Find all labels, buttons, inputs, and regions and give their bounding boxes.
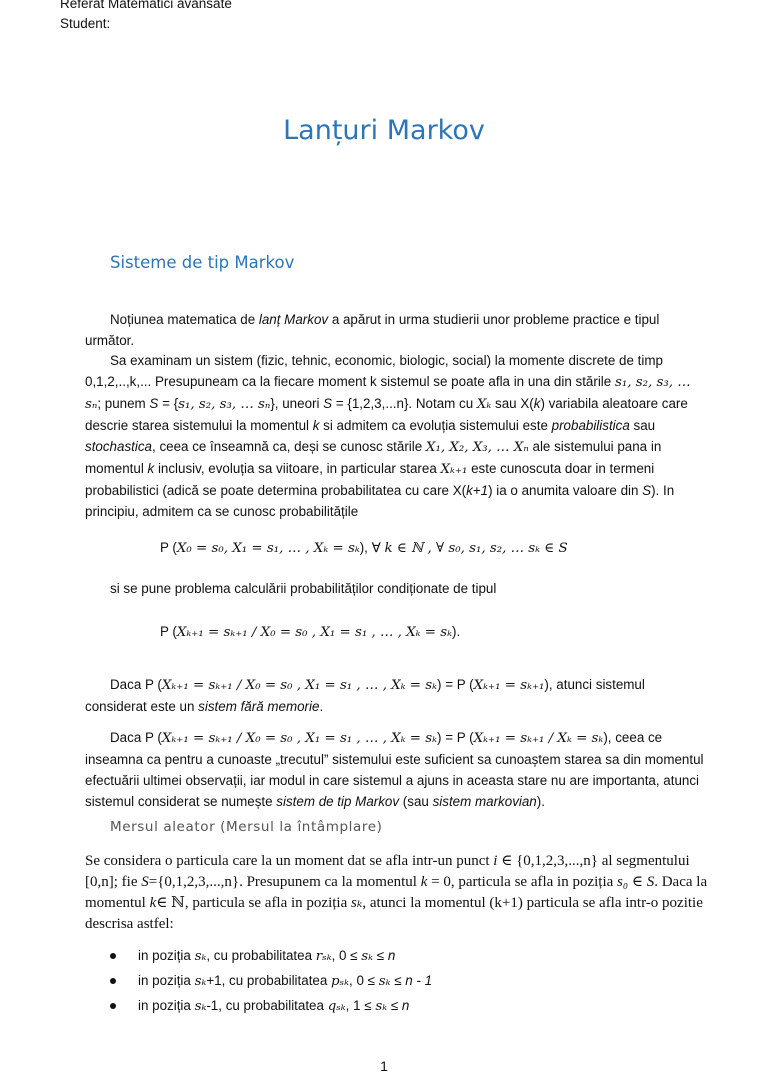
text-run: ) = P ( [437, 730, 474, 745]
paragraph-memoryless [85, 674, 710, 717]
text-run: ={0,1,2,3,...,n}. Presupunem ca la momentul [148, 874, 421, 890]
bullet-icon [110, 953, 116, 959]
math-var: sₖ [361, 949, 374, 964]
text-run: Se considera o particula care la un moment dat se afla intr-un punct [85, 853, 494, 869]
header-course: Referat Matematici avansate [60, 0, 232, 11]
term-markov-chain: lanț Markov [258, 312, 329, 327]
text-run: ∈ [628, 874, 647, 890]
math-var: k [533, 396, 541, 411]
term: sistem markovian [432, 794, 537, 809]
text-run: ) = P ( [437, 677, 474, 692]
text-run: , 0 ≤ [349, 973, 379, 988]
text-run: ≤ n - 1 [390, 973, 433, 988]
text-run: , 0 ≤ [331, 948, 362, 963]
math-var: sₖ [194, 999, 207, 1014]
term: probabilistica [551, 418, 630, 433]
math-expr: Xₖ₊₁ = sₖ₊₁ / X₀ = s₀ , X₁ = s₁ , … , Xₖ = sₖ [161, 731, 438, 746]
math-expr: Xₖ₊₁ = sₖ₊₁ [473, 678, 545, 693]
text-run: si admitem ca evoluția sistemului este [319, 418, 552, 433]
math-var: Xₖ [476, 397, 492, 412]
math-var: sₖ [194, 974, 207, 989]
text-run: in poziția [138, 998, 195, 1013]
math-var: k [149, 895, 157, 911]
math-var: S [149, 396, 159, 411]
text-run: ≤ n [387, 998, 410, 1013]
paragraph-conditional: si se pune problema calculării probabilităților condiționate de tipul [110, 581, 497, 596]
text-run: sau [629, 418, 656, 433]
math-var: S [323, 396, 333, 411]
text-run: , cu probabilitatea [206, 948, 316, 963]
math-var: i [493, 853, 498, 869]
section-heading: Sisteme de tip Markov [110, 253, 295, 272]
text-run: Daca P ( [110, 677, 162, 692]
math-expr: X₀ = s₀, X₁ = s₁, … , Xₖ = sₖ [176, 541, 360, 556]
document-header [60, 0, 232, 34]
text-run: P ( [160, 540, 177, 555]
math-var: k [147, 461, 155, 476]
bullet-icon [110, 978, 116, 984]
text-run: Daca P ( [110, 730, 162, 745]
subsection-heading: Mersul aleator (Mersul la întâmplare) [110, 819, 383, 835]
text-run: a apărut in urma studierii unor probleme practice e tipul următor. [85, 312, 660, 348]
text-run: ale sistemului pana in momentul [85, 439, 662, 476]
text-run: inclusiv, evoluția sa viitoare, in particular starea [154, 461, 441, 476]
math-var: S [642, 483, 652, 498]
text-run: -1, cu probabilitatea [206, 998, 328, 1013]
text-run: Noțiunea matematica de [110, 312, 259, 327]
math-var: sₖ [194, 949, 207, 964]
text-run: = { [158, 396, 179, 411]
page-number: 1 [380, 1058, 388, 1074]
math-var: sₖ [351, 895, 363, 911]
text-run: , atunci la momentul (k+1) particula se afla intr-o pozitie descrisa astfel: [85, 895, 703, 932]
paragraph-markov-system [85, 727, 710, 812]
text-run: Sa examinam un sistem (fizic, tehnic, economic, biologic, social) la momente discrete de timp 0,1,2,..,k,... Presupuneam ca la fiecare moment k sistemul se poate afla in una din stările [85, 353, 663, 389]
paragraph-system [85, 350, 710, 522]
text-run: ), ∀ [359, 540, 385, 555]
math-var: qₛₖ [327, 999, 346, 1014]
formula-conditional-probability [160, 621, 460, 643]
document-title: Lanțuri Markov [283, 115, 485, 146]
math-expr: Xₖ₊₁ = sₖ₊₁ / Xₖ = sₖ [473, 731, 604, 746]
term: stochastica [85, 439, 152, 454]
text-run: ≤ n [373, 948, 396, 963]
formula-joint-probability [160, 537, 568, 559]
math-var: S [646, 874, 655, 890]
text-run: ). [452, 624, 461, 639]
text-run: P ( [160, 624, 177, 639]
text-run: , ceea ce înseamnă ca, deși se cunosc stările [152, 439, 426, 454]
list-item [110, 944, 432, 969]
math-var: k [312, 418, 320, 433]
math-var: Xₖ₊₁ [440, 462, 468, 477]
text-run: . Daca la momentul [85, 874, 708, 911]
bullet-icon [110, 1003, 116, 1009]
text-run: ). In principiu, admitem ca se cunosc probabilitățile [85, 483, 675, 519]
math-var: rₛₖ [315, 949, 332, 964]
term: sistem de tip Markov [276, 794, 400, 809]
text-run: }, uneori [270, 396, 324, 411]
math-var: S [141, 874, 149, 890]
transition-list [110, 944, 432, 1019]
math-expr: Xₖ₊₁ = sₖ₊₁ / X₀ = s₀ , X₁ = s₁ , … , Xₖ = sₖ [161, 678, 438, 693]
text-run: ; punem [97, 396, 150, 411]
math-set: s₁, s₂, s₃, … sₙ [178, 397, 271, 412]
paragraph-random-walk [85, 851, 715, 935]
text-run: in poziția [138, 948, 195, 963]
term: sistem fără memorie [198, 699, 320, 714]
text-run: +1, cu probabilitatea [206, 973, 332, 988]
text-run: in poziția [138, 973, 195, 988]
math-var: k [420, 874, 428, 890]
math-expr: Xₖ₊₁ = sₖ₊₁ / X₀ = s₀ , X₁ = s₁ , … , Xₖ = sₖ [176, 625, 453, 640]
math-expr: k ∈ ℕ , ∀ s₀, s₁, s₂, … sₖ ∈ S [384, 541, 568, 556]
text-run: ). [536, 794, 545, 809]
text-run: (sau [399, 794, 433, 809]
text-run: ), atunci sistemul considerat este un [85, 677, 645, 714]
text-run: , 1 ≤ [345, 998, 376, 1013]
text-run: . [319, 699, 324, 714]
header-student: Student: [60, 16, 111, 31]
math-states: s₁, s₂, s₃, … sₙ [85, 375, 691, 412]
text-run: ∈ ℕ, particula se afla in poziția [156, 895, 351, 911]
math-var: pₛₖ [331, 974, 350, 989]
text-run: sau X( [491, 396, 534, 411]
math-var: sₖ [375, 999, 388, 1014]
paragraph-intro [85, 309, 710, 351]
text-run: este cunoscuta doar in termeni probabilistici (adică se poate determina probabilitatea cu care X( [85, 461, 655, 498]
math-states: X₁, X₂, X₃, … Xₙ [425, 440, 529, 455]
list-item [110, 994, 432, 1019]
text-run: = 0, particula se afla in poziția [427, 874, 618, 890]
list-item [110, 969, 432, 994]
text-run: ∈ {0,1,2,3,...,n} al segmentului [0,n]; fie [85, 853, 690, 890]
math-var: sₖ [378, 974, 391, 989]
text-run: ) ia o anumita valoare din [488, 483, 643, 498]
math-var: s₀ [617, 874, 629, 890]
text-run: = {1,2,3,...n}. Notam cu [332, 396, 477, 411]
text-run: ) variabila aleatoare care descrie starea sistemului la momentul [85, 396, 688, 433]
math-var: k+1 [466, 483, 489, 498]
text-run: ), ceea ce inseamna ca pentru a cunoaste „trecutul” sistemului este suficient sa cunoaștem starea sa din momentul efectuării ultimei observații, iar modul in care sistemul a ajuns in aceasta stare nu are importanta, atunci sistemul considerat se numește [85, 730, 704, 809]
